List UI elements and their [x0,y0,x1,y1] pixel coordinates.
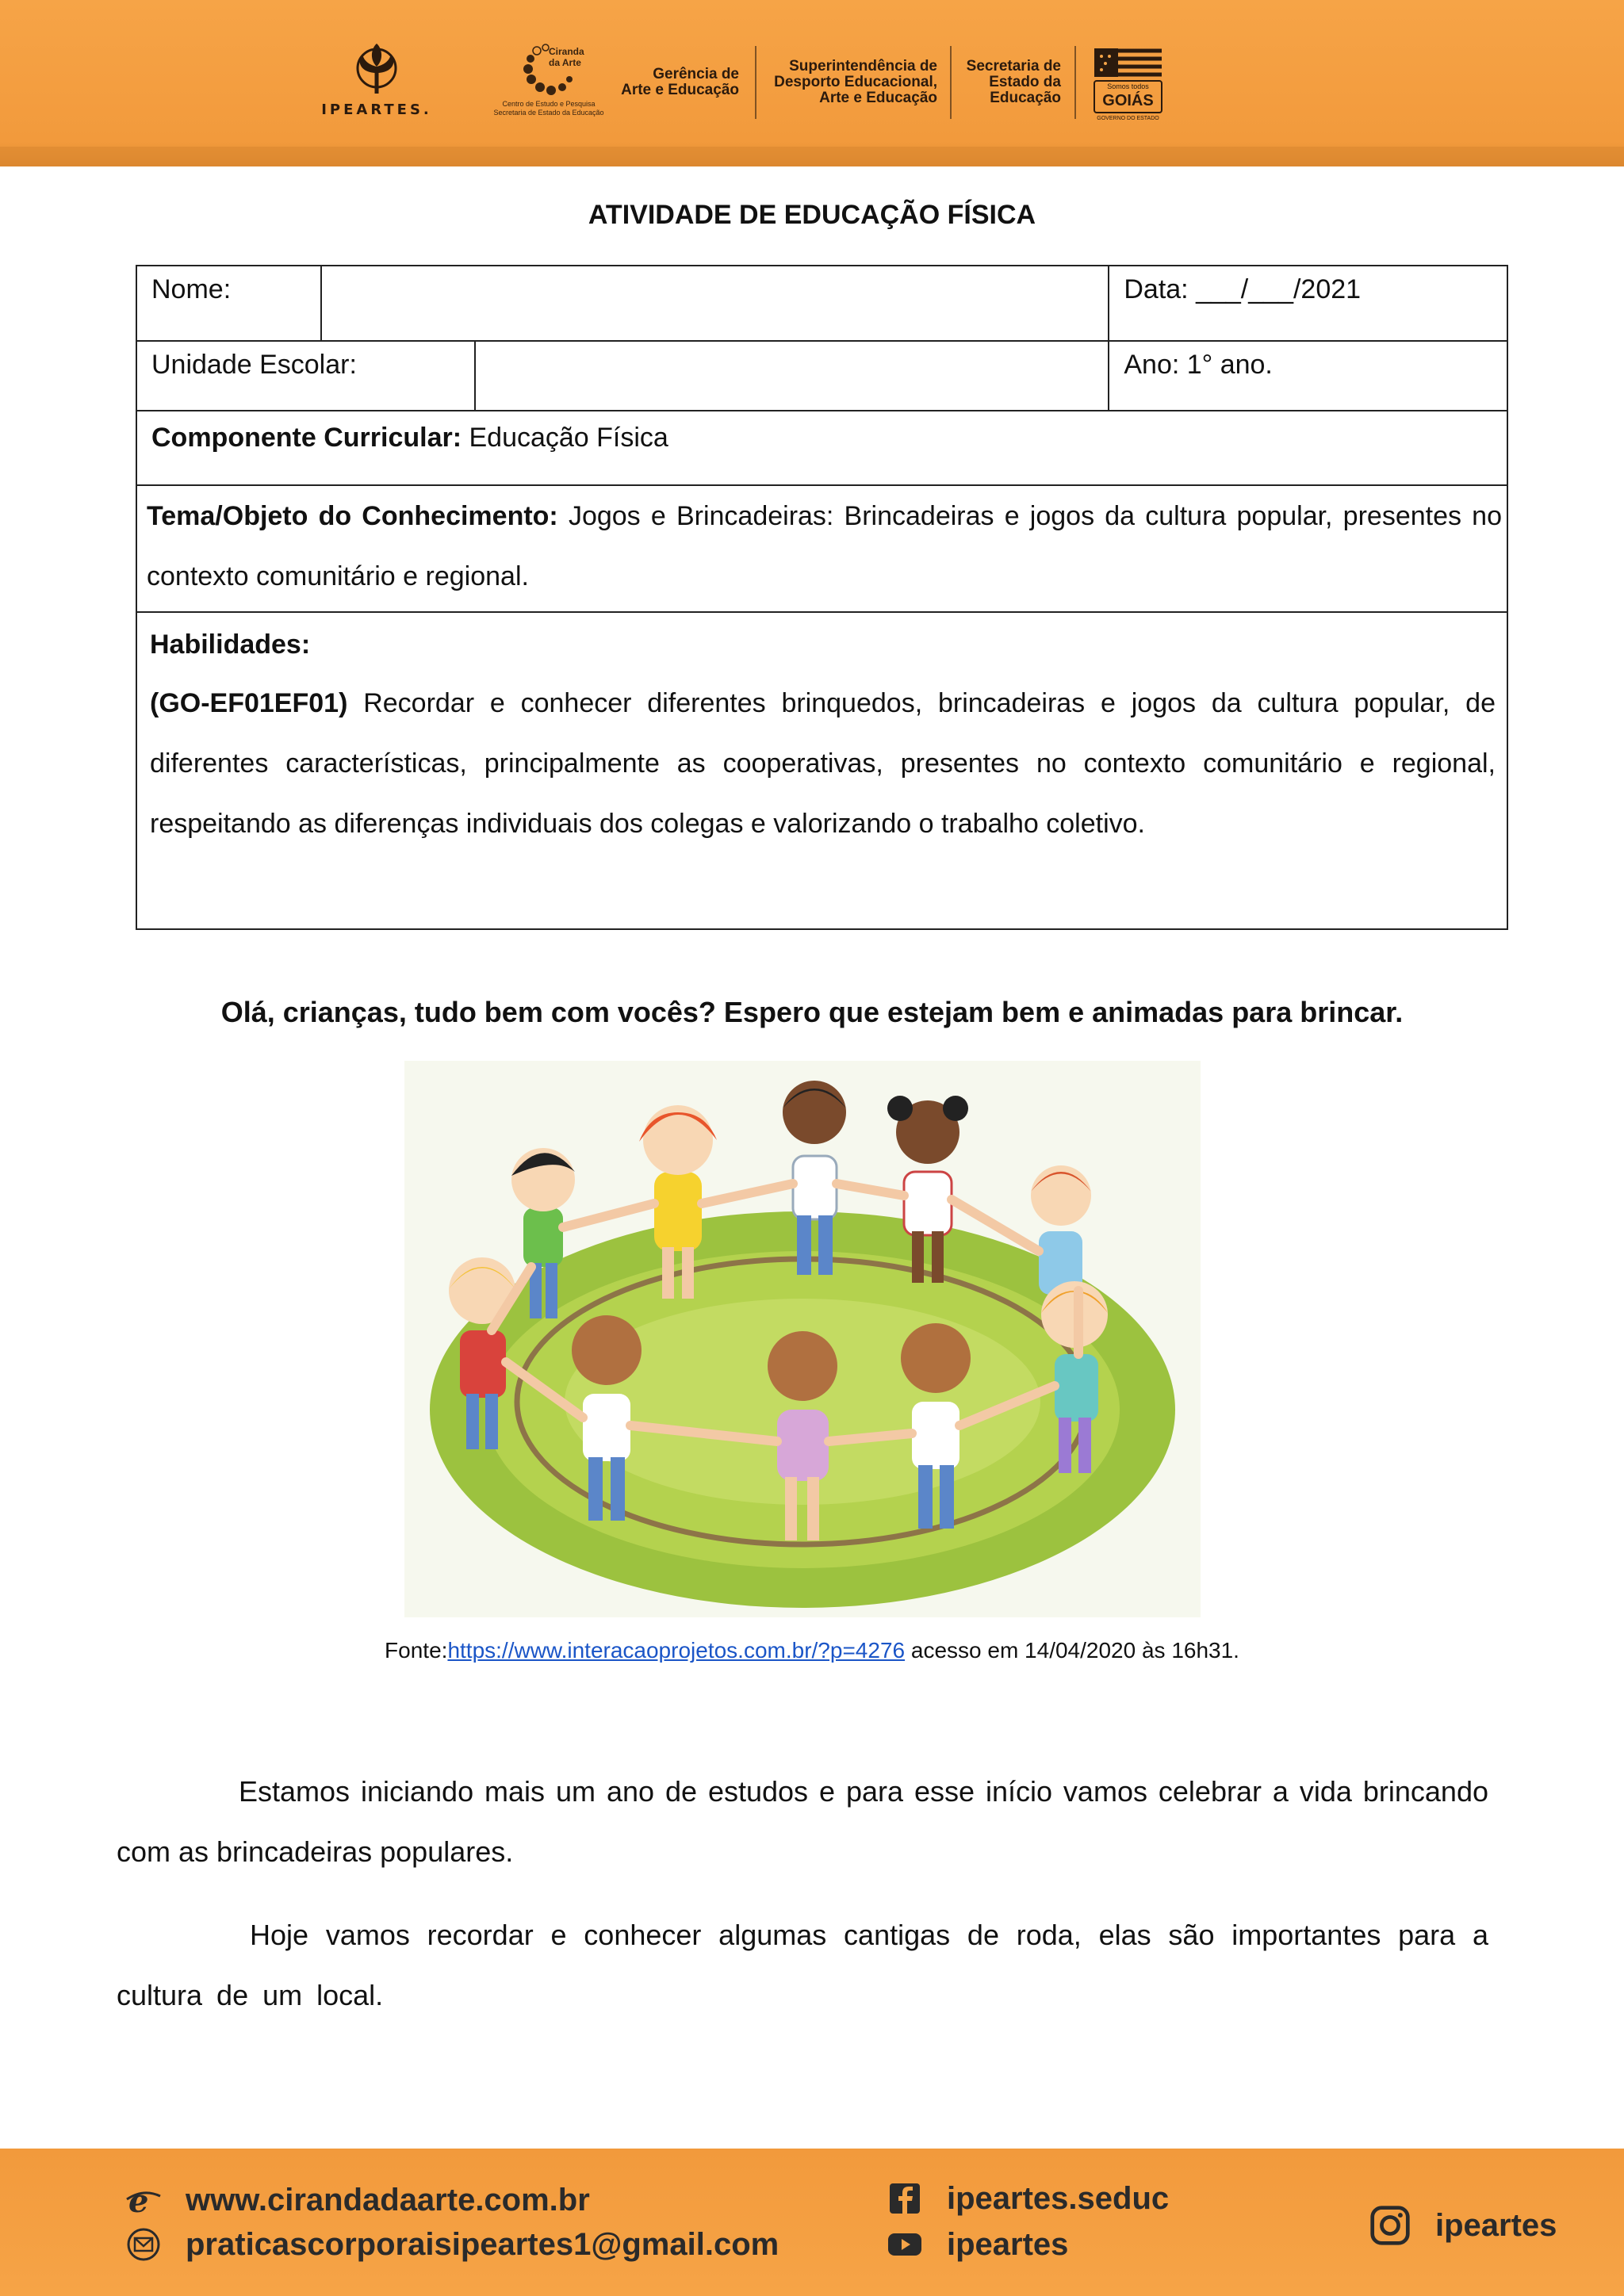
goias-badge-bottom: GOVERNO DO ESTADO [1097,116,1159,121]
secretaria-line2: Estado da [989,74,1061,90]
source-link[interactable]: https://www.interacaoprojetos.com.br/?p=4276 [447,1638,906,1663]
header-divider [1074,46,1076,119]
source-suffix: acesso em 14/04/2020 às 16h31. [905,1638,1239,1663]
facebook-icon [887,2180,923,2217]
website-text: www.cirandadaarte.com.br [186,2182,590,2218]
email-text: praticascorporaisipeartes1@gmail.com [186,2226,779,2262]
youtube-icon [887,2226,923,2263]
ipeartes-logo-text: IPEARTES. [321,101,432,118]
footer-email[interactable] [125,2226,779,2263]
gerencia-line1: Gerência de [653,66,739,82]
componente-cell [136,411,1507,485]
tema-value: Jogos e Brincadeiras: Brincadeiras e jogos da cultura popular, presentes no contexto comunitário e regional. [147,501,1502,591]
unidade-escolar-label: Unidade Escolar: [151,350,357,380]
goias-badge-main: GOIÁS [1102,92,1154,109]
ipeartes-logo [317,32,436,127]
body-paragraph-1: Estamos iniciando mais um ano de estudos e para esse início vamos celebrar a vida brincando com as brincadeiras populares. [117,1775,1488,1868]
ciranda-caption [493,100,603,117]
table-row [136,266,1507,341]
data-label: Data: ___/___/2021 [1124,274,1362,304]
footer-website[interactable] [125,2182,590,2218]
secretaria-line1: Secretaria de [966,58,1061,75]
header-divider [755,46,756,119]
ciranda-caption-line1: Centro de Estudo e Pesquisa [502,100,596,108]
superintendencia-line2: Desporto Educacional, [774,74,937,90]
tema-cell [136,485,1507,612]
children-circle-illustration [404,1061,1201,1617]
componente-label: Componente Curricular: [151,423,462,453]
nome-input-cell[interactable] [321,266,1109,341]
image-source [0,1638,1624,1663]
ipeartes-tree-icon [345,41,408,97]
email-icon [125,2226,162,2263]
ciranda-caption-line2: Secretaria de Estado da Educação [493,109,604,117]
superintendencia-line3: Arte e Educação [819,90,937,106]
habilidade-code: (GO-EF01EF01) [150,688,348,718]
gerencia-line2: Arte e Educação [621,82,739,98]
goias-badge [1090,44,1166,120]
table-row [136,612,1507,929]
footer-band [0,2149,1624,2296]
ano-label: Ano: 1° ano. [1124,350,1273,380]
habilidades-cell [136,612,1507,929]
body-paragraph-2: Hoje vamos recordar e conhecer algumas cantigas de roda, elas são importantes para a cultura de um local. [117,1919,1488,2011]
habilidade-description [150,673,1496,854]
footer-facebook[interactable] [887,2180,1169,2217]
header-strip [0,147,1624,166]
source-prefix: Fonte: [385,1638,448,1663]
ciranda-line2: da Arte [549,57,581,68]
footer-instagram[interactable] [1369,2204,1557,2247]
ciranda-logo [485,32,612,127]
unidade-input-cell[interactable] [475,341,1109,411]
table-row [136,485,1507,612]
table-row [136,411,1507,485]
componente-value: Educação Física [462,423,668,453]
header-band [0,0,1624,166]
youtube-text: ipeartes [947,2226,1069,2262]
table-row [136,341,1507,411]
browser-icon [125,2182,162,2218]
unidade-label-cell [136,341,475,411]
superintendencia-label [761,59,937,106]
instagram-text: ipeartes [1435,2207,1557,2243]
greeting-text: Olá, crianças, tudo bem com vocês? Espero que estejam bem e animadas para brincar. [220,996,1404,1028]
facebook-text: ipeartes.seduc [947,2180,1170,2216]
ano-cell [1109,341,1507,411]
document-title: ATIVIDADE DE EDUCAÇÃO FÍSICA [588,200,1036,230]
habilidade-text: Recordar e conhecer diferentes brinquedos, brincadeiras e jogos da cultura popular, de diferentes características, principalmente as cooperativas, presentes no contexto comunitário e regional, respeitando as diferenças individuais dos colegas e valorizando o trabalho coletivo. [150,688,1496,839]
footer-youtube[interactable] [887,2226,1068,2263]
habilidades-label: Habilidades: [150,629,311,660]
nome-label: Nome: [151,274,232,304]
secretaria-label [952,59,1061,106]
student-info-table [136,265,1508,930]
gerencia-label [603,67,739,98]
superintendencia-line1: Superintendência de [789,58,937,75]
ciranda-logo-title [549,46,584,68]
ciranda-line1: Ciranda [549,46,584,57]
goias-badge-top: Somos todos [1107,82,1149,90]
secretaria-line3: Educação [990,90,1061,106]
data-cell[interactable] [1109,266,1507,341]
nome-label-cell [136,266,321,341]
instagram-icon [1369,2204,1411,2247]
svg-text:e: e [128,2183,149,2218]
tema-label: Tema/Objeto do Conhecimento: [147,501,558,531]
